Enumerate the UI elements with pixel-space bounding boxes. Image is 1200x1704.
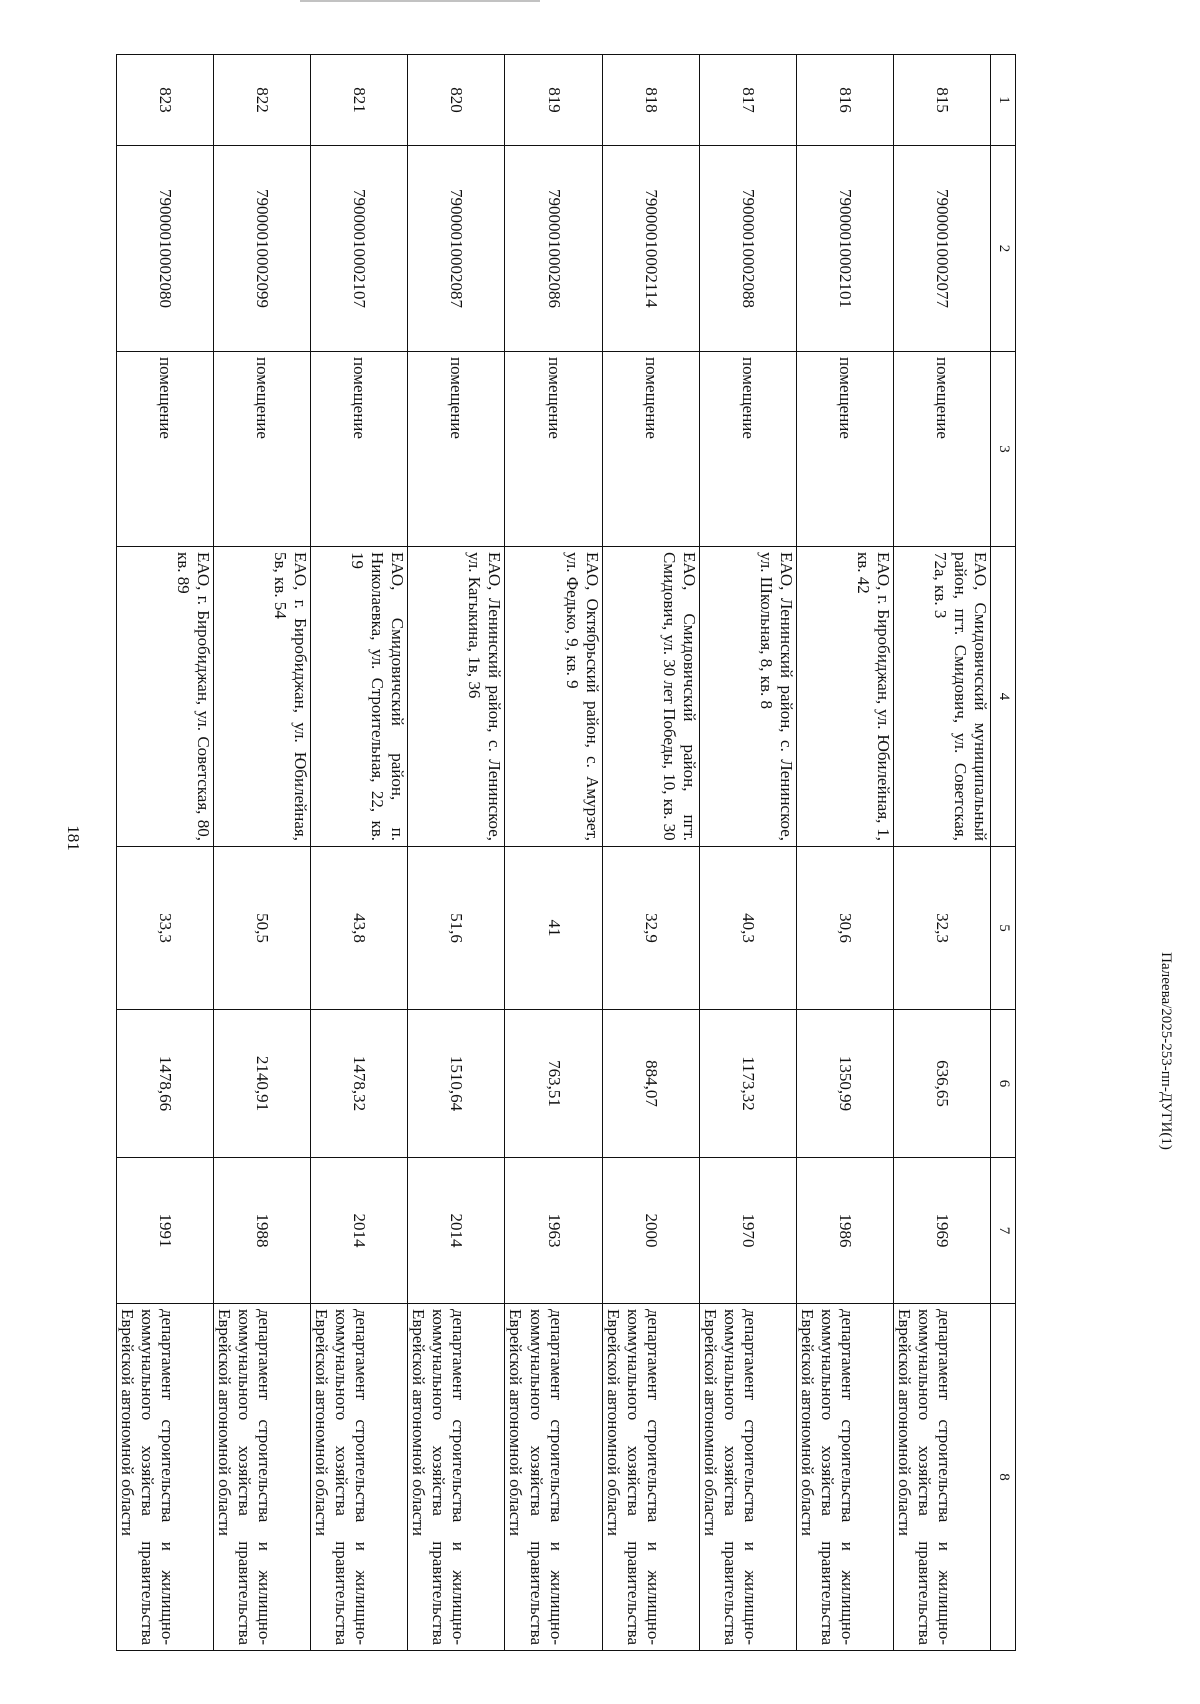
- object-year: 1988: [214, 1158, 311, 1304]
- cadastral-number: 79000010002099: [214, 146, 311, 352]
- object-year: 2014: [311, 1158, 408, 1304]
- column-header: 7: [991, 1158, 1016, 1304]
- holder-department: департамент строительства и жилищно-коммунального хозяйства правительства Еврейской автономной области: [602, 1304, 699, 1651]
- row-number: 822: [214, 55, 311, 146]
- holder-department: департамент строительства и жилищно-коммунального хозяйства правительства Еврейской автономной области: [214, 1304, 311, 1651]
- holder-department: департамент строительства и жилищно-коммунального хозяйства правительства Еврейской автономной области: [117, 1304, 214, 1651]
- holder-department: департамент строительства и жилищно-коммунального хозяйства правительства Еврейской автономной области: [796, 1304, 893, 1651]
- object-value: 1173,32: [699, 1010, 796, 1158]
- object-area: 40,3: [699, 847, 796, 1010]
- property-registry-table: [116, 54, 1016, 1651]
- column-header: 1: [991, 55, 1016, 146]
- table-row: [796, 55, 893, 1651]
- object-year: 1969: [893, 1158, 990, 1304]
- object-area: 51,6: [408, 847, 505, 1010]
- object-type: помещение: [602, 352, 699, 547]
- cadastral-number: 79000010002080: [117, 146, 214, 352]
- object-type: помещение: [505, 352, 602, 547]
- object-area: 50,5: [214, 847, 311, 1010]
- table-row: [117, 55, 214, 1651]
- object-area: 30,6: [796, 847, 893, 1010]
- object-value: 884,07: [602, 1010, 699, 1158]
- holder-department: департамент строительства и жилищно-коммунального хозяйства правительства Еврейской автономной области: [505, 1304, 602, 1651]
- object-type: помещение: [796, 352, 893, 547]
- table-row: [893, 55, 990, 1651]
- row-number: 815: [893, 55, 990, 146]
- object-address: ЕАО, Смидовичский район, п. Николаевка, ул. Строительная, 22, кв. 19: [311, 547, 408, 847]
- object-value: 1478,66: [117, 1010, 214, 1158]
- column-header: 8: [991, 1304, 1016, 1651]
- cadastral-number: 79000010002088: [699, 146, 796, 352]
- object-year: 1986: [796, 1158, 893, 1304]
- table-row: [408, 55, 505, 1651]
- row-number: 820: [408, 55, 505, 146]
- object-year: 2000: [602, 1158, 699, 1304]
- object-year: 1991: [117, 1158, 214, 1304]
- object-value: 2140,91: [214, 1010, 311, 1158]
- table-row: [602, 55, 699, 1651]
- column-header: 4: [991, 547, 1016, 847]
- object-value: 1510,64: [408, 1010, 505, 1158]
- cadastral-number: 79000010002077: [893, 146, 990, 352]
- cadastral-number: 79000010002107: [311, 146, 408, 352]
- object-type: помещение: [311, 352, 408, 547]
- cadastral-number: 79000010002086: [505, 146, 602, 352]
- holder-department: департамент строительства и жилищно-коммунального хозяйства правительства Еврейской автономной области: [893, 1304, 990, 1651]
- table-row: [699, 55, 796, 1651]
- object-area: 32,3: [893, 847, 990, 1010]
- object-address: ЕАО, Ленинский район, с. Ленинское, ул. Кагыкина, 1в, 36: [408, 547, 505, 847]
- object-address: ЕАО, г. Биробиджан, ул. Юбилейная, 5в, кв. 54: [214, 547, 311, 847]
- object-year: 1963: [505, 1158, 602, 1304]
- object-type: помещение: [214, 352, 311, 547]
- object-value: 1478,32: [311, 1010, 408, 1158]
- column-header: 6: [991, 1010, 1016, 1158]
- object-area: 43,8: [311, 847, 408, 1010]
- column-header: 5: [991, 847, 1016, 1010]
- object-type: помещение: [893, 352, 990, 547]
- holder-department: департамент строительства и жилищно-коммунального хозяйства правительства Еврейской автономной области: [699, 1304, 796, 1651]
- object-address: ЕАО, г. Биробиджан, ул. Юбилейная, 1, кв. 42: [796, 547, 893, 847]
- object-type: помещение: [408, 352, 505, 547]
- object-value: 1350,99: [796, 1010, 893, 1158]
- column-header: 2: [991, 146, 1016, 352]
- scan-artifact-line: [300, 0, 540, 2]
- cadastral-number: 79000010002101: [796, 146, 893, 352]
- object-year: 1970: [699, 1158, 796, 1304]
- row-number: 821: [311, 55, 408, 146]
- object-type: помещение: [117, 352, 214, 547]
- holder-department: департамент строительства и жилищно-коммунального хозяйства правительства Еврейской автономной области: [408, 1304, 505, 1651]
- object-address: ЕАО, г. Биробиджан, ул. Советская, 80, кв. 89: [117, 547, 214, 847]
- object-address: ЕАО, Октябрьский район, с. Амурзет, ул. Федько, 9, кв. 9: [505, 547, 602, 847]
- row-number: 818: [602, 55, 699, 146]
- object-area: 32,9: [602, 847, 699, 1010]
- registry-table-rotated: [116, 54, 1016, 1650]
- object-area: 41: [505, 847, 602, 1010]
- object-year: 2014: [408, 1158, 505, 1304]
- table-row: [505, 55, 602, 1651]
- column-number-row: [991, 55, 1016, 1651]
- document-footer-code: Палеева/2025-253-пп-ДУГИ(1): [1158, 952, 1175, 1150]
- object-address: ЕАО, Смидовичский муниципальный район, пгт. Смидович, ул. Советская, 72а, кв. 3: [893, 547, 990, 847]
- page-number: 181: [64, 825, 83, 851]
- object-value: 763,51: [505, 1010, 602, 1158]
- object-address: ЕАО, Смидовичский район, пгт. Смидович, ул. 30 лет Победы, 10, кв. 30: [602, 547, 699, 847]
- object-address: ЕАО, Ленинский район, с. Ленинское, ул. Школьная, 8, кв. 8: [699, 547, 796, 847]
- row-number: 817: [699, 55, 796, 146]
- cadastral-number: 79000010002114: [602, 146, 699, 352]
- row-number: 823: [117, 55, 214, 146]
- table-row: [311, 55, 408, 1651]
- column-header: 3: [991, 352, 1016, 547]
- object-area: 33,3: [117, 847, 214, 1010]
- row-number: 816: [796, 55, 893, 146]
- object-value: 636,65: [893, 1010, 990, 1158]
- cadastral-number: 79000010002087: [408, 146, 505, 352]
- holder-department: департамент строительства и жилищно-коммунального хозяйства правительства Еврейской автономной области: [311, 1304, 408, 1651]
- row-number: 819: [505, 55, 602, 146]
- object-type: помещение: [699, 352, 796, 547]
- table-row: [214, 55, 311, 1651]
